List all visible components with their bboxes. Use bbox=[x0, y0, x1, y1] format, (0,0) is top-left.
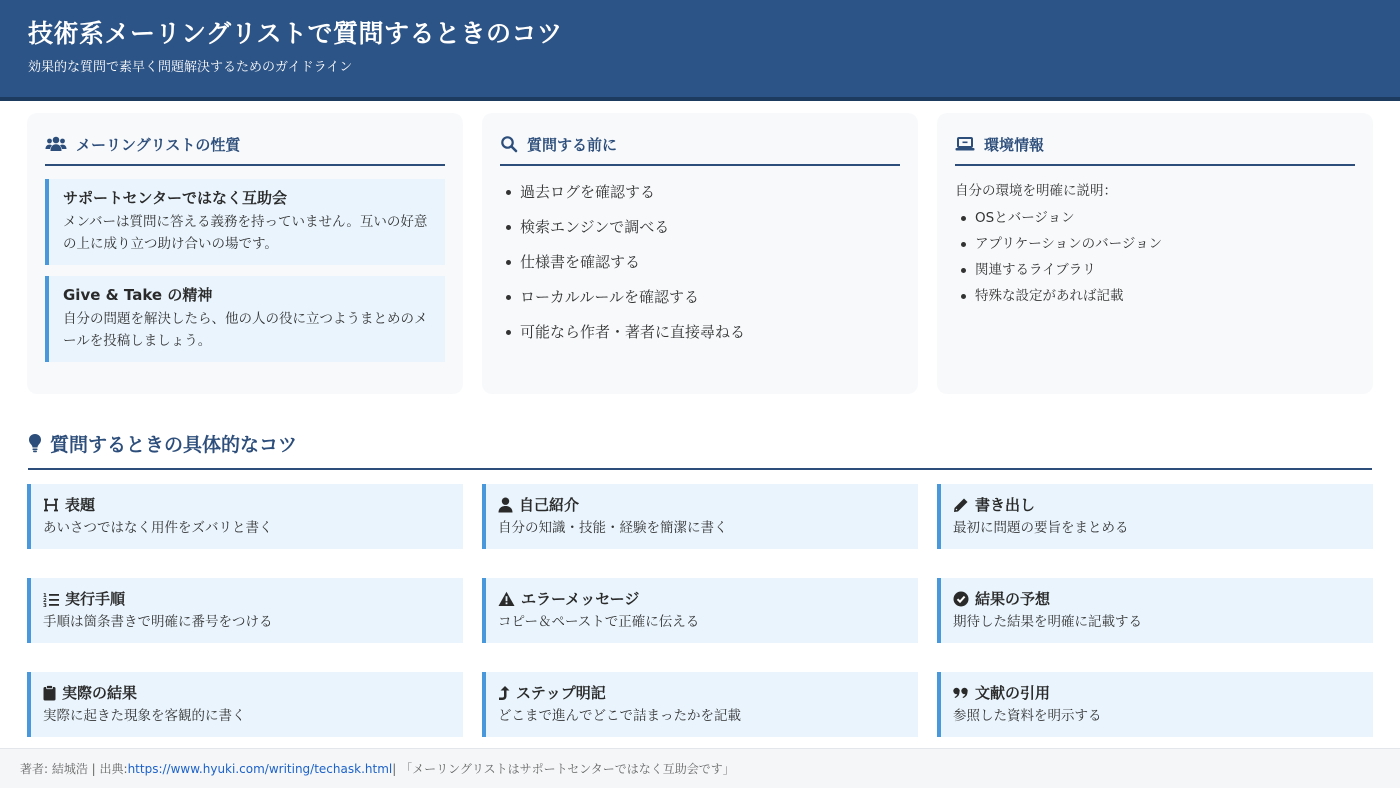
tip-title: 文献の引用 bbox=[975, 684, 1051, 702]
card-before-asking bbox=[482, 113, 918, 394]
environment-intro: 自分の環境を明確に説明： bbox=[955, 183, 1117, 199]
tip-card bbox=[482, 484, 918, 549]
environment-list bbox=[955, 209, 1355, 305]
tip-text: あいさつではなく用件をズバリと書く bbox=[43, 520, 273, 536]
level-up-icon bbox=[498, 685, 510, 701]
tip-card bbox=[482, 578, 918, 643]
note-title: Give & Take の精神 bbox=[63, 286, 213, 304]
tip-title: ステップ明記 bbox=[516, 684, 606, 702]
page-title: 技術系メーリングリストで質問するときのコツ bbox=[28, 19, 563, 48]
tip-text: 最初に問題の要旨をまとめる bbox=[953, 520, 1129, 536]
list-item: 過去ログを確認する bbox=[500, 182, 900, 202]
list-item: OSとバージョン bbox=[955, 209, 1355, 227]
tip-text: どこまで進んでどこで詰まったかを記載 bbox=[498, 708, 741, 724]
list-item: 特殊な設定があれば記載 bbox=[955, 287, 1355, 305]
tip-card bbox=[937, 484, 1373, 549]
tips-section-title: 質問するときの具体的なコツ bbox=[28, 429, 1372, 457]
tip-title: 実行手順 bbox=[65, 590, 126, 608]
note-text: 自分の問題を解決したら、他の人の役に立つようまとめのメールを投稿しましょう。 bbox=[63, 311, 428, 349]
list-item: 検索エンジンで調べる bbox=[500, 217, 900, 237]
list-item: ローカルルールを確認する bbox=[500, 287, 900, 307]
tip-card bbox=[937, 578, 1373, 643]
note-give-take bbox=[45, 276, 445, 362]
list-item: 仕様書を確認する bbox=[500, 252, 900, 272]
users-icon bbox=[45, 136, 67, 152]
clipboard-icon bbox=[43, 685, 56, 701]
card-title-ml-nature: メーリングリストの性質 bbox=[45, 133, 445, 155]
numbered-list-icon bbox=[43, 591, 59, 607]
tip-card bbox=[937, 672, 1373, 737]
section-divider bbox=[28, 468, 1372, 470]
tip-card bbox=[27, 484, 463, 549]
card-ml-nature bbox=[27, 113, 463, 394]
user-icon bbox=[498, 497, 513, 513]
tip-text: コピー＆ペーストで正確に伝える bbox=[498, 614, 700, 630]
quote-icon bbox=[953, 686, 969, 700]
search-icon bbox=[500, 135, 518, 153]
list-item: 関連するライブラリ bbox=[955, 261, 1355, 279]
svg-text:1: 1 bbox=[43, 593, 47, 599]
tip-text: 自分の知識・技能・経験を簡潔に書く bbox=[498, 520, 728, 536]
tip-text: 参照した資料を明示する bbox=[953, 708, 1102, 724]
svg-text:3: 3 bbox=[43, 603, 47, 607]
warning-icon bbox=[498, 591, 515, 607]
heading-icon bbox=[43, 497, 59, 513]
note-text: メンバーは質問に答える義務を持っていません。互いの好意の上に成り立つ助け合いの場です。 bbox=[63, 214, 428, 252]
note-title: サポートセンターではなく互助会 bbox=[63, 189, 287, 207]
tip-text: 実際に起きた現象を客観的に書く bbox=[43, 708, 246, 724]
tip-title: エラーメッセージ bbox=[521, 590, 640, 608]
tip-text: 手順は箇条書きで明確に番号をつける bbox=[43, 614, 273, 630]
page-subtitle: 効果的な質問で素早く問題解決するためのガイドライン bbox=[28, 60, 353, 75]
before-asking-list bbox=[500, 182, 900, 342]
pencil-icon bbox=[953, 497, 969, 513]
tip-card bbox=[482, 672, 918, 737]
footer-quote: | 「メーリングリストはサポートセンターではなく互助会です」 bbox=[392, 762, 735, 776]
page-header bbox=[0, 0, 1400, 101]
card-environment bbox=[937, 113, 1373, 394]
card-title-environment: 環境情報 bbox=[955, 133, 1355, 155]
svg-text:2: 2 bbox=[43, 598, 47, 604]
card-divider bbox=[45, 164, 445, 166]
tip-title: 実際の結果 bbox=[62, 684, 138, 702]
lightbulb-icon bbox=[28, 433, 42, 453]
footer-author: 著者: 結城浩 | 出典: bbox=[20, 762, 128, 776]
page-footer bbox=[0, 748, 1400, 788]
laptop-icon bbox=[955, 136, 975, 152]
source-link[interactable]: https://www.hyuki.com/writing/techask.html bbox=[127, 761, 393, 776]
tip-title: 自己紹介 bbox=[519, 496, 580, 514]
tip-card bbox=[27, 672, 463, 737]
card-divider bbox=[500, 164, 900, 166]
tip-title: 表題 bbox=[65, 496, 96, 514]
check-circle-icon bbox=[953, 591, 969, 607]
tip-title: 書き出し bbox=[975, 496, 1036, 514]
tip-title: 結果の予想 bbox=[975, 590, 1051, 608]
list-item: 可能なら作者・著者に直接尋ねる bbox=[500, 322, 900, 342]
tip-text: 期待した結果を明確に記載する bbox=[953, 614, 1142, 630]
card-title-before-asking: 質問する前に bbox=[500, 133, 900, 155]
tip-card bbox=[27, 578, 463, 643]
note-support-center bbox=[45, 179, 445, 265]
list-item: アプリケーションのバージョン bbox=[955, 235, 1355, 253]
card-divider bbox=[955, 164, 1355, 166]
